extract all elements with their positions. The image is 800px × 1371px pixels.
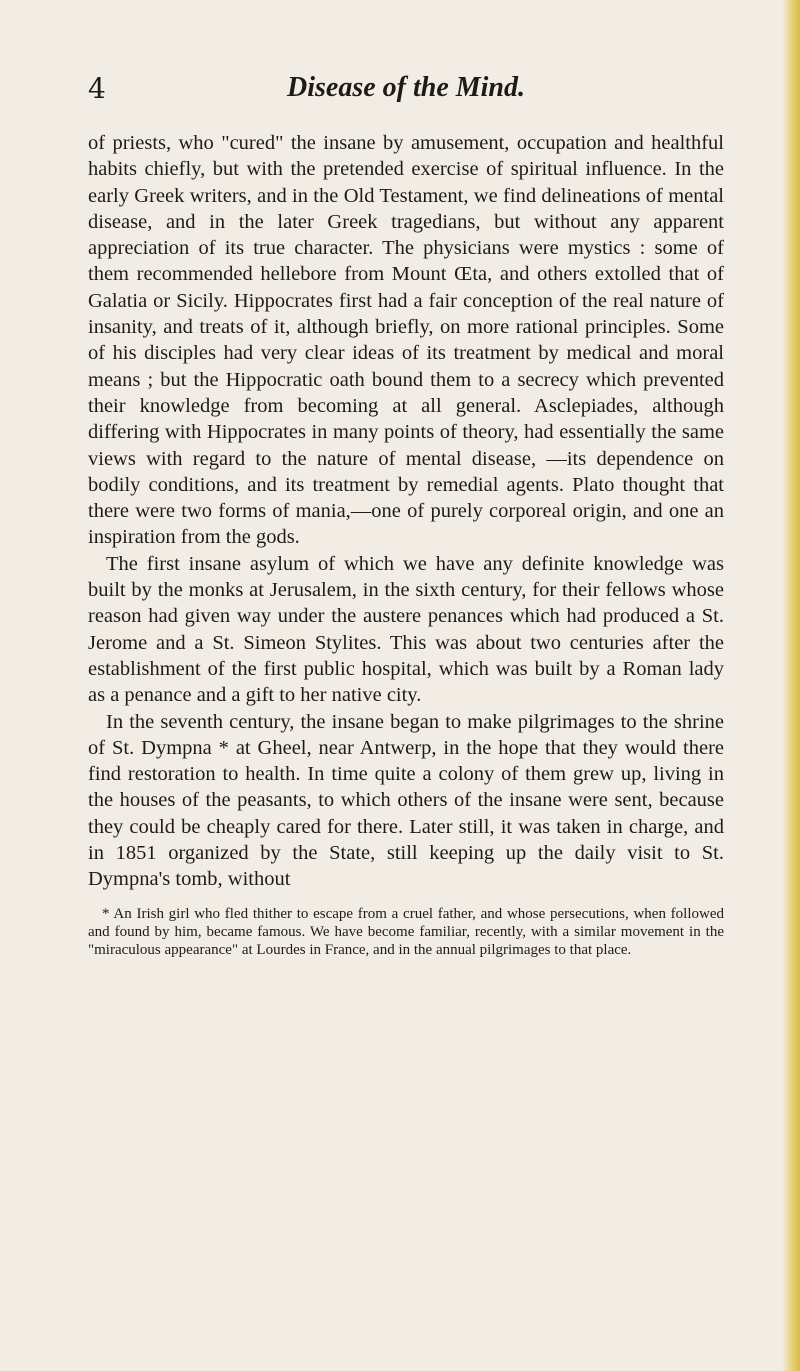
running-title: Disease of the Mind. xyxy=(287,72,525,103)
page-number: 4 xyxy=(88,72,106,105)
page-header xyxy=(88,72,724,112)
body-text xyxy=(88,130,724,893)
paragraph-2: The first insane asylum of which we have any definite knowledge was built by the monks at Jerusalem, in the sixth century, for their fellows whose reason had given way under the austere penances which had produced a St. Jerome and a St. Simeon Stylites. This was about two centuries after the establishment of the first public hospital, which was built by a Roman lady as a penance and a gift to her native city. xyxy=(88,552,724,707)
paragraph-1: of priests, who "cured" the insane by amusement, occupation and healthful habits chiefly, but with the pretended exercise of spiritual influence. In the early Greek writers, and in the Old Testament, we find delineations of mental disease, and in the later Greek tragedians, but without any apparent appreciation of its true character. The physicians were mystics : some of them recommended hellebore from Mount Œta, and others extolled that of Galatia or Sicily. Hippocrates first had a fair conception of the real nature of insanity, and treats of it, although briefly, on more rational principles. Some of his disciples had very clear ideas of its treatment by medical and moral means ; but the Hippocratic oath bound them to a secrecy which prevented their knowledge from becoming at all general. Asclepiades, although differing with Hippocrates in many points of theory, had essentially the same views with regard to the nature of mental disease, —its dependence on bodily conditions, and its treatment by remedial agents. Plato thought that there were two forms of mania,—one of purely corporeal origin, and one an inspiration from the gods. xyxy=(88,132,724,549)
paragraph-3: In the seventh century, the insane began to make pilgrimages to the shrine of St. Dympna * at Gheel, near Antwerp, in the hope that they would there find restoration to health. In time quite a colony of them grew up, living in the houses of the peasants, to which others of the insane were sent, because they could be cheaply cared for there. Later still, it was taken in charge, and in 1851 organized by the State, still keeping up the daily visit to St. Dympna's tomb, without xyxy=(88,710,724,891)
page-edge-gilding xyxy=(782,0,800,1371)
footnote: * An Irish girl who fled thither to escape from a cruel father, and whose persecutions, when followed and found by him, became famous. We have become familiar, recently, with a similar movement in the "miraculous appearance" at Lourdes in France, and in the annual pilgrimages to that place. xyxy=(88,905,724,958)
book-page xyxy=(88,72,724,959)
